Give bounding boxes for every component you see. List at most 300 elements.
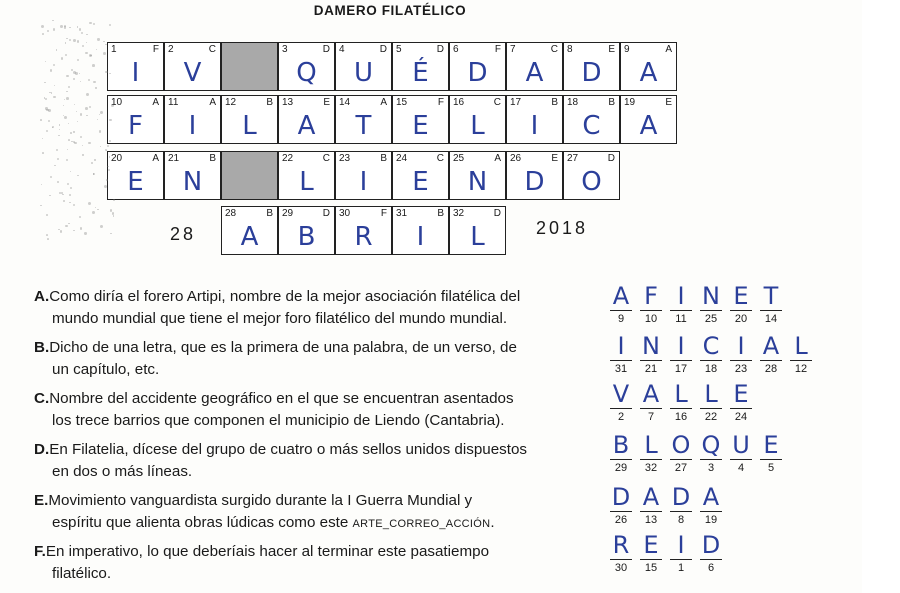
answer-letter: D (671, 483, 691, 511)
scan-speckle (45, 107, 48, 110)
answer-slot (758, 333, 784, 375)
scan-speckle (52, 126, 54, 128)
cell-clue-letter: B (266, 208, 273, 219)
answer-letter: T (763, 282, 779, 310)
definition-f (34, 541, 594, 584)
scan-speckle (46, 214, 48, 216)
definition-text: un capítulo, etc. (52, 360, 160, 378)
answer-underline (760, 310, 782, 311)
cell-number: 25 (453, 153, 465, 164)
scan-speckle (41, 25, 44, 28)
answer-slot (668, 381, 694, 423)
answer-cell-number: 24 (734, 411, 748, 423)
scan-speckle (77, 59, 79, 61)
answer-letter: L (644, 431, 658, 459)
scan-speckle (69, 39, 71, 41)
definition-text: espíritu que alienta obras lúdicas como este (52, 513, 353, 531)
scan-speckle (54, 165, 56, 167)
scan-speckle (66, 91, 68, 93)
scan-speckle (92, 64, 95, 67)
grid-cell-15 (392, 95, 449, 144)
cell-clue-letter: F (380, 208, 387, 219)
definition-tail: . (490, 513, 495, 531)
cell-number: 17 (510, 97, 522, 108)
cell-answer: E (127, 167, 144, 197)
scan-speckle (60, 230, 62, 232)
cell-clue-letter: F (494, 44, 501, 55)
answer-underline (700, 559, 722, 560)
cell-answer: A (639, 58, 658, 88)
answer-letter: F (644, 282, 658, 310)
grid-cell-32 (449, 206, 506, 255)
date-day: 28 (170, 224, 197, 244)
answer-slot (638, 283, 664, 325)
answer-slot (668, 432, 694, 474)
answer-cell-number: 7 (647, 411, 655, 423)
answer-letter: I (737, 332, 745, 360)
definition-text: Como diría el forero Artipi, nombre de la mejor asociación filatélica del (49, 288, 521, 305)
grid-cell-2 (164, 42, 221, 91)
answer-slot (758, 283, 784, 325)
cell-number: 15 (396, 97, 408, 108)
answer-slot (608, 381, 634, 423)
cell-number: 1 (111, 44, 117, 55)
scan-speckle (57, 181, 59, 183)
answer-letter: D (611, 483, 631, 511)
cell-number: 19 (624, 97, 636, 108)
answer-slot (668, 532, 694, 574)
answer-slot (638, 484, 664, 526)
grid-cell-26 (506, 151, 563, 200)
answer-cell-number: 20 (734, 313, 748, 325)
cell-number: 18 (567, 97, 579, 108)
answer-underline (700, 360, 722, 361)
grid-cell-8 (563, 42, 620, 91)
scan-speckle (54, 85, 55, 86)
answer-underline (670, 459, 692, 460)
cell-clue-letter: C (208, 44, 216, 55)
cell-number: 5 (396, 44, 402, 55)
grid-cell-9 (620, 42, 677, 91)
answer-letter: A (642, 483, 660, 511)
answer-underline (610, 408, 632, 409)
scan-speckle (50, 176, 52, 178)
cell-answer: D (467, 58, 488, 88)
scan-speckle (63, 200, 65, 202)
cell-answer: F (128, 111, 143, 141)
grid-cell-21 (164, 151, 221, 200)
cell-clue-letter: B (551, 97, 558, 108)
answer-letter: I (677, 282, 685, 310)
answer-letter: R (612, 531, 630, 559)
definition-text: en dos o más líneas. (52, 462, 193, 480)
scan-speckle (77, 175, 79, 177)
answer-underline (610, 459, 632, 460)
answer-letter: E (733, 282, 749, 310)
scan-speckle (59, 192, 61, 194)
answer-slot (638, 381, 664, 423)
scan-speckle (45, 98, 47, 100)
cell-answer: N (467, 167, 488, 197)
scan-speckle (89, 54, 92, 57)
scan-speckle (88, 79, 90, 81)
cell-clue-letter: A (494, 153, 501, 164)
scan-speckle (85, 107, 88, 110)
answer-slot (608, 432, 634, 474)
definition-label: A. (34, 288, 50, 305)
cell-clue-letter: B (380, 153, 387, 164)
scan-speckle (68, 123, 69, 124)
cell-answer: U (353, 58, 374, 88)
answer-underline (670, 511, 692, 512)
scan-speckle (65, 42, 66, 43)
cell-number: 6 (453, 44, 459, 55)
scan-speckle (80, 227, 82, 229)
grid-cell-22 (278, 151, 335, 200)
answer-slot (668, 333, 694, 375)
scan-speckle (85, 52, 88, 55)
grid-cell-4 (335, 42, 392, 91)
answer-cell-number: 21 (644, 363, 658, 375)
scan-speckle (93, 81, 96, 84)
cell-clue-letter: B (608, 97, 615, 108)
grid-cell-10 (107, 95, 164, 144)
answer-underline (640, 459, 662, 460)
scan-speckle (57, 158, 59, 160)
answer-underline (790, 360, 812, 361)
scan-speckle (99, 130, 102, 133)
answer-underline (760, 459, 782, 460)
cell-answer: C (582, 111, 601, 141)
cell-clue-letter: F (152, 44, 159, 55)
definition-text: Movimiento vanguardista surgido durante la I Guerra Mundial y (48, 492, 473, 509)
answer-slot (758, 432, 784, 474)
cell-clue-letter: D (436, 44, 444, 55)
scan-speckle (42, 33, 44, 35)
grid-cell-31 (392, 206, 449, 255)
answer-cell-number: 30 (614, 562, 628, 574)
cell-answer: I (530, 111, 539, 141)
scan-speckle (109, 73, 110, 74)
answer-slot (728, 283, 754, 325)
answer-underline (730, 459, 752, 460)
grid-cell-12 (221, 95, 278, 144)
grid-cell-27 (563, 151, 620, 200)
cell-number: 4 (339, 44, 345, 55)
answer-slot (638, 432, 664, 474)
cell-number: 9 (624, 44, 630, 55)
answer-cell-number: 32 (644, 462, 658, 474)
answer-cell-number: 2 (617, 411, 625, 423)
scan-speckle (69, 202, 70, 203)
scan-speckle (63, 105, 64, 106)
grid-cell-14 (335, 95, 392, 144)
definition-d (34, 439, 594, 482)
answer-underline (610, 511, 632, 512)
definition-a (34, 286, 594, 329)
definition-label: E. (34, 492, 49, 509)
scan-margin (862, 0, 900, 593)
answer-slot (698, 532, 724, 574)
definition-label: F. (34, 543, 46, 560)
scan-speckle (97, 119, 98, 120)
answer-slot (638, 532, 664, 574)
answer-cell-number: 17 (674, 363, 688, 375)
scan-speckle (103, 52, 106, 55)
scan-speckle (67, 149, 68, 150)
cell-clue-letter: D (322, 44, 330, 55)
scan-speckle (49, 195, 51, 197)
answer-slot (728, 333, 754, 375)
cell-clue-letter: A (152, 97, 159, 108)
scan-speckle (91, 162, 93, 164)
scan-speckle (74, 104, 75, 105)
answer-cell-number: 8 (677, 514, 685, 526)
cell-number: 32 (453, 208, 465, 219)
answer-cell-number: 15 (644, 562, 658, 574)
cell-answer: E (412, 111, 429, 141)
scan-speckle (95, 87, 96, 88)
answer-underline (730, 310, 752, 311)
cell-answer: I (188, 111, 197, 141)
scan-speckle (52, 20, 53, 21)
answer-underline (610, 559, 632, 560)
scan-speckle (70, 171, 71, 172)
answer-underline (640, 310, 662, 311)
answer-letter: C (702, 332, 720, 360)
scan-speckle (76, 111, 77, 112)
scan-speckle (109, 24, 111, 26)
answer-cell-number: 31 (614, 363, 628, 375)
scan-speckle (41, 184, 42, 185)
grid-cell-20 (107, 151, 164, 200)
definition-text: Nombre del accidente geográfico en el que se encuentran asentados (49, 390, 514, 407)
scan-speckle (45, 61, 46, 62)
answer-letter: I (617, 332, 625, 360)
definition-text: En imperativo, lo que deberíais hacer al terminar este pasatiempo (45, 543, 490, 560)
grid-cell-5 (392, 42, 449, 91)
cell-answer: O (581, 167, 602, 197)
cell-answer: L (242, 111, 257, 141)
scan-speckle (75, 72, 78, 75)
answer-slot (608, 484, 634, 526)
scan-speckle (86, 93, 89, 96)
scan-speckle (66, 97, 69, 100)
answer-letter: E (643, 531, 659, 559)
scan-speckle (59, 129, 60, 130)
cell-number: 21 (168, 153, 180, 164)
scan-speckle (100, 111, 103, 114)
scan-speckle (58, 135, 60, 137)
answer-slot (608, 532, 634, 574)
answer-underline (700, 408, 722, 409)
definition-text: Dicho de una letra, que es la primera de una palabra, de un verso, de (49, 339, 517, 356)
answer-underline (640, 511, 662, 512)
scan-speckle (40, 119, 42, 121)
answer-underline (640, 559, 662, 560)
answer-letter: V (612, 380, 630, 408)
answer-slot (698, 432, 724, 474)
scan-speckle (93, 23, 95, 25)
grid-cell-6 (449, 42, 506, 91)
answer-underline (700, 459, 722, 460)
scan-speckle (62, 194, 63, 195)
scan-speckle (86, 115, 88, 117)
scan-speckle (80, 136, 82, 138)
answer-cell-number: 16 (674, 411, 688, 423)
definition-e (34, 490, 594, 535)
scan-speckle (66, 38, 67, 39)
cell-clue-letter: E (608, 44, 615, 55)
answer-slot (728, 381, 754, 423)
answer-cell-number: 26 (614, 514, 628, 526)
cell-number: 23 (339, 153, 351, 164)
definition-b (34, 337, 594, 380)
cell-answer: D (581, 58, 602, 88)
scan-speckle (111, 104, 114, 107)
cell-answer: V (183, 58, 202, 88)
cell-answer: L (299, 167, 314, 197)
answer-letter: N (702, 282, 720, 310)
answer-cell-number: 13 (644, 514, 658, 526)
cell-answer: N (182, 167, 203, 197)
cell-clue-letter: E (551, 153, 558, 164)
cell-answer: Q (296, 58, 317, 88)
scan-speckle (48, 109, 51, 112)
cell-clue-letter: D (379, 44, 387, 55)
scan-speckle (82, 45, 84, 47)
scan-speckle (70, 132, 72, 134)
scan-speckle (89, 106, 91, 108)
black-cell (221, 42, 278, 91)
scan-speckle (106, 179, 108, 181)
answer-letter: I (677, 531, 685, 559)
scan-speckle (77, 121, 78, 122)
cell-clue-letter: E (665, 97, 672, 108)
scan-speckle (70, 187, 72, 189)
definition-label: B. (34, 339, 50, 356)
answer-letter: E (763, 431, 779, 459)
answer-letter: A (762, 332, 780, 360)
cell-answer: L (470, 222, 485, 252)
grid-cell-28 (221, 206, 278, 255)
answer-cell-number: 3 (707, 462, 715, 474)
answer-letter: L (794, 332, 808, 360)
answer-cell-number: 22 (704, 411, 718, 423)
grid-cell-13 (278, 95, 335, 144)
cell-clue-letter: B (437, 208, 444, 219)
answer-slot (608, 333, 634, 375)
cell-number: 10 (111, 97, 123, 108)
scan-speckle (82, 145, 84, 147)
answer-cell-number: 4 (737, 462, 745, 474)
answer-slot (698, 283, 724, 325)
scan-speckle (93, 173, 95, 175)
scan-speckle (104, 185, 107, 188)
scan-speckle (86, 34, 88, 36)
grid-cell-29 (278, 206, 335, 255)
cell-number: 16 (453, 97, 465, 108)
scan-speckle (73, 204, 75, 206)
scan-speckle (73, 78, 75, 80)
answer-underline (610, 360, 632, 361)
scan-speckle (73, 131, 74, 132)
scan-speckle (42, 138, 43, 139)
answer-letter: A (702, 483, 720, 511)
answer-letter: L (674, 380, 688, 408)
cell-answer: A (297, 111, 316, 141)
cell-answer: E (412, 167, 429, 197)
grid-cell-18 (563, 95, 620, 144)
scan-speckle (42, 152, 44, 154)
scan-speckle (86, 42, 87, 43)
grid-cell-25 (449, 151, 506, 200)
answer-underline (730, 408, 752, 409)
cell-answer: B (297, 222, 316, 252)
cell-answer: É (412, 58, 429, 88)
answer-cell-number: 28 (764, 363, 778, 375)
definition-text: los trece barrios que componen el municipio de Liendo (Cantabria). (52, 411, 505, 429)
cell-clue-letter: D (493, 208, 501, 219)
cell-answer: I (416, 222, 425, 252)
answer-slot (608, 283, 634, 325)
scan-speckle (69, 194, 71, 196)
scan-speckle (67, 183, 69, 185)
scan-speckle (96, 49, 97, 50)
cell-clue-letter: D (322, 208, 330, 219)
cell-number: 31 (396, 208, 408, 219)
scan-speckle (48, 120, 50, 122)
date-year: 2018 (536, 218, 589, 238)
cell-number: 20 (111, 153, 123, 164)
answer-letter: E (733, 380, 749, 408)
cell-number: 29 (282, 208, 294, 219)
cell-clue-letter: C (322, 153, 330, 164)
answer-slot (638, 333, 664, 375)
cell-clue-letter: B (209, 153, 216, 164)
scan-speckle (105, 71, 107, 73)
cell-clue-letter: F (437, 97, 444, 108)
cell-clue-letter: A (152, 153, 159, 164)
scan-speckle (79, 28, 82, 31)
scan-speckle (80, 81, 81, 82)
scan-speckle (53, 64, 55, 66)
grid-cell-3 (278, 42, 335, 91)
scan-speckle (65, 225, 67, 227)
answer-slot (668, 484, 694, 526)
cell-answer: I (359, 167, 368, 197)
scan-speckle (100, 146, 101, 147)
scan-speckle (69, 27, 70, 28)
cell-clue-letter: C (436, 153, 444, 164)
grid-cell-30 (335, 206, 392, 255)
cell-number: 13 (282, 97, 294, 108)
scan-speckle (53, 96, 56, 99)
answer-slot (698, 484, 724, 526)
scan-speckle (66, 159, 68, 161)
scan-speckle (47, 238, 49, 240)
scan-speckle (66, 75, 69, 78)
cell-answer: R (354, 222, 373, 252)
scan-speckle (94, 159, 95, 160)
answer-slot (668, 283, 694, 325)
cell-answer: L (470, 111, 485, 141)
answer-letter: I (677, 332, 685, 360)
scan-speckle (107, 145, 109, 147)
grid-cell-17 (506, 95, 563, 144)
answer-underline (640, 408, 662, 409)
scan-speckle (84, 232, 86, 234)
